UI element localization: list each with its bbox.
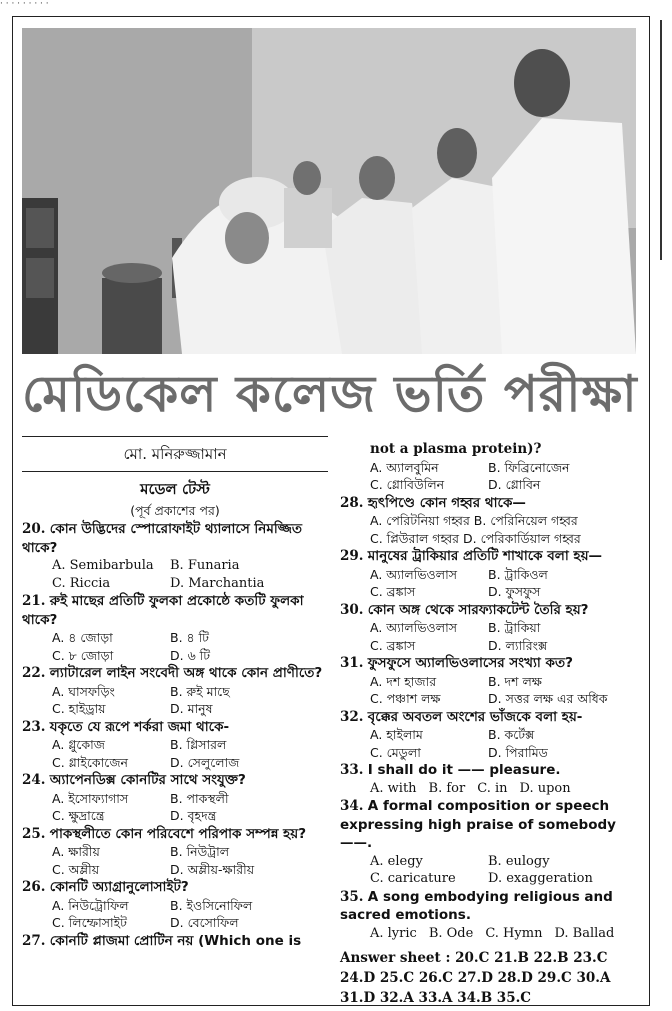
option-item: C. পঞ্চাশ লক্ষ [370, 691, 441, 706]
question-item [340, 761, 646, 797]
question-continuation: not a plasma protein)? [370, 441, 542, 457]
question-text: ফুসফুসে অ্যালভিওলাসের সংখ্যা কত? [367, 655, 573, 671]
question-item [22, 592, 328, 664]
option-item: C. ব্রঙ্কাস [370, 584, 416, 599]
option-item: A. Semibarbula [52, 558, 154, 573]
question-item [22, 932, 328, 951]
question-text: ল্যাটারেল লাইন সংবেদী অঙ্গ থাকে কোন প্রাণীতে? [49, 665, 323, 681]
option-item: A. হাইলাম [370, 727, 423, 742]
option-item: D. সেলুলোজ [170, 754, 240, 770]
answer-sheet [340, 948, 646, 1008]
question-item [22, 825, 328, 879]
option-list [340, 780, 646, 798]
question-text: কোন অঙ্গ থেকে সারফ্যাকটেন্ট তৈরি হয়? [367, 601, 589, 618]
option-list [340, 512, 646, 547]
question-text: কোনটি অ্যাগ্রানুলোসাইট? [49, 879, 189, 895]
option-item: B. for [428, 780, 466, 796]
question-item [340, 547, 646, 601]
question-number: 25. [22, 825, 46, 842]
question-text: যকৃতে যে রূপে শর্করা জমা থাকে- [49, 718, 230, 735]
option-item: A. ক্ষারীয় [52, 844, 100, 859]
option-item: A. elegy [370, 853, 423, 869]
question-item [340, 601, 646, 655]
question-item [340, 494, 646, 548]
option-item: B. ট্রাকিয়া [488, 620, 541, 635]
option-item: B. নিউট্রাল [170, 844, 230, 859]
option-item: D. সত্তর লক্ষ এর অধিক [488, 691, 608, 706]
option-item: C. in [477, 780, 508, 796]
question-number: 29. [340, 548, 364, 564]
lab-photo [22, 28, 636, 354]
option-item: C. প্লিউরাল গহ্বর D. পেরিকার্ডিয়াল গহ্বর [370, 530, 581, 546]
question-number: 35. [340, 888, 364, 905]
question-text: মানুষের ট্রাকিয়ার প্রতিটি শাখাকে বলা হয়— [367, 548, 603, 564]
question-number: 20. [22, 521, 46, 537]
option-item: A. অ্যালবুমিন [370, 459, 439, 475]
option-item: C. Hymn [485, 925, 543, 941]
option-list [340, 853, 646, 888]
page-title: মেডিকেল কলেজ ভর্তি পরীক্ষা [22, 365, 638, 423]
option-list [22, 843, 328, 878]
option-item: D. অম্লীয়-ক্ষারীয় [170, 861, 255, 877]
option-item: D. বৃহদন্ত্র [170, 808, 217, 823]
option-item: C. গ্লোবিউলিন [370, 477, 445, 492]
question-text: হৃৎপিণ্ডে কোন গহ্বর থাকে— [367, 494, 526, 511]
option-list [22, 557, 328, 592]
option-item: B. ফিব্রিনোজেন [488, 459, 570, 475]
option-item: B. Funaria [170, 558, 240, 573]
option-item: D. মানুষ [170, 701, 213, 716]
question-number: 21. [22, 593, 46, 609]
option-item: A. ৪ জোড়া [52, 630, 113, 645]
option-item: D. গ্লোবিন [488, 477, 541, 492]
option-list [340, 673, 646, 708]
right-column [340, 440, 646, 1008]
option-item: D. ৬ টি [170, 647, 211, 663]
option-item: A. নিউট্রোফিল [52, 897, 129, 913]
right-question-list [340, 440, 646, 942]
question-item [340, 440, 646, 494]
option-item: A. lyric [370, 925, 417, 941]
question-text: রুই মাছের প্রতিটি ফুলকা প্রকোষ্ঠে কতটি ফুলকা থাকে? [22, 593, 304, 628]
question-number: 26. [22, 879, 46, 895]
option-list [22, 683, 328, 718]
question-number: 28. [340, 494, 364, 511]
question-text: পাকস্থলীতে কোন পরিবেশে পরিপাক সম্পন্ন হয়? [49, 825, 307, 842]
option-item: D. Marchantia [170, 575, 265, 591]
continued-note: (পূর্ব প্রকাশের পর) [130, 503, 220, 518]
question-number: 30. [340, 601, 364, 618]
sidebar-divider [660, 20, 662, 260]
question-item [22, 718, 328, 772]
question-number: 34. [340, 798, 364, 814]
question-number: 27. [22, 932, 46, 949]
question-number: 22. [22, 665, 46, 681]
question-text: বৃক্কের অবতল অংশের ভাঁজকে বলা হয়- [367, 708, 583, 725]
option-list [340, 925, 646, 943]
option-item: A. ইসোফ্যাগাস [52, 790, 129, 806]
option-item: C. Riccia [52, 575, 111, 591]
option-item: D. বেসোফিল [170, 915, 239, 930]
question-number: 31. [340, 655, 364, 671]
option-item: C. অম্লীয় [52, 861, 100, 877]
option-list [340, 566, 646, 601]
option-item: B. Ode [428, 925, 474, 941]
question-number: 33. [340, 762, 364, 778]
option-item: B. পাকস্থলী [170, 790, 229, 806]
question-item [340, 708, 646, 762]
option-item: C. ক্ষুদ্রান্ত্রে [52, 808, 105, 823]
option-item: A. অ্যালভিওলাস [370, 620, 457, 635]
option-item: B. দশ লক্ষ [488, 673, 542, 689]
option-list [22, 790, 328, 825]
question-item [340, 654, 646, 708]
question-number: 32. [340, 708, 364, 725]
option-item: B. ৪ টি [170, 630, 209, 645]
divider-bottom [22, 471, 328, 472]
option-list [22, 736, 328, 771]
question-text: অ্যাপেনডিক্স কোনটির সাথে সংযুক্ত? [49, 772, 246, 788]
question-text: A formal composition or speech expressing high praise of somebody——. [340, 798, 616, 851]
option-list [22, 897, 328, 932]
option-item: D. upon [519, 780, 571, 796]
answer-sheet-label: Answer sheet : [340, 950, 451, 966]
option-item: C. মেডুলা [370, 744, 421, 760]
question-item [22, 771, 328, 825]
option-item: C. ব্রঙ্কাস [370, 637, 416, 653]
answer-sheet-values: 20.C 21.B 22.B 23.C 24.D 25.C 26.C 27.D 28.D 29.C 30.A 31.D 32.A 33.A 34.B 35.C [340, 950, 611, 1006]
question-text: A song embodying religious and sacred emotions. [340, 888, 613, 923]
left-column [22, 436, 328, 950]
option-list [340, 619, 646, 654]
question-number: 24. [22, 772, 46, 788]
left-question-list [22, 520, 328, 950]
option-item: D. exaggeration [488, 871, 593, 886]
option-item: A. অ্যালভিওলাস [370, 566, 457, 582]
author-byline: মো. মনিরুজ্জামান [123, 445, 227, 463]
top-strip: · · · · · · · · · [0, 0, 49, 9]
lab-photo-illustration [22, 28, 636, 354]
question-text: কোন উদ্ভিদের স্পোরোফাইট থ্যালাসে নিমজ্জিত থাকে? [22, 521, 303, 556]
option-list [340, 459, 646, 494]
option-item: B. ট্রাকিওল [488, 566, 548, 582]
question-item [22, 520, 328, 592]
question-item [340, 797, 646, 888]
option-item: B. রুই মাছে [170, 683, 230, 699]
option-item: A. গ্লুকোজ [52, 737, 105, 752]
option-item: C. গ্লাইকোজেন [52, 754, 128, 770]
question-item [340, 888, 646, 943]
option-list [22, 629, 328, 664]
option-item: B. কর্টেক্স [488, 727, 535, 742]
section-heading: মডেল টেস্ট [140, 480, 210, 498]
option-item: C. হাইড্রায় [52, 701, 106, 716]
option-item: C. লিম্ফোসাইট [52, 915, 127, 930]
question-text: কোনটি প্লাজমা প্রোটিন নয় (Which one is [49, 932, 302, 949]
option-item: A. পেরিটনিয়া গহ্বর B. পেরিনিয়েল গহ্বর [370, 513, 578, 528]
option-item: D. ল্যারিংক্স [488, 637, 548, 653]
option-item: C. caricature [370, 871, 456, 886]
option-item: B. গ্লিসারল [170, 737, 227, 752]
option-item: A. with [370, 780, 417, 796]
option-item: B. ইওসিনোফিল [170, 897, 253, 913]
option-list [340, 726, 646, 761]
option-item: B. eulogy [488, 853, 550, 869]
option-item: D. ফুসফুস [488, 584, 541, 599]
question-text: I shall do it —— pleasure. [367, 762, 561, 778]
option-item: A. ঘাসফড়িং [52, 683, 115, 699]
option-item: A. দশ হাজার [370, 673, 437, 689]
question-item [22, 878, 328, 932]
question-number: 23. [22, 718, 46, 735]
option-item: D. পিরামিড [488, 744, 548, 760]
option-item: C. ৮ জোড়া [52, 647, 114, 663]
option-item: D. Ballad [554, 925, 615, 941]
question-item [22, 664, 328, 718]
